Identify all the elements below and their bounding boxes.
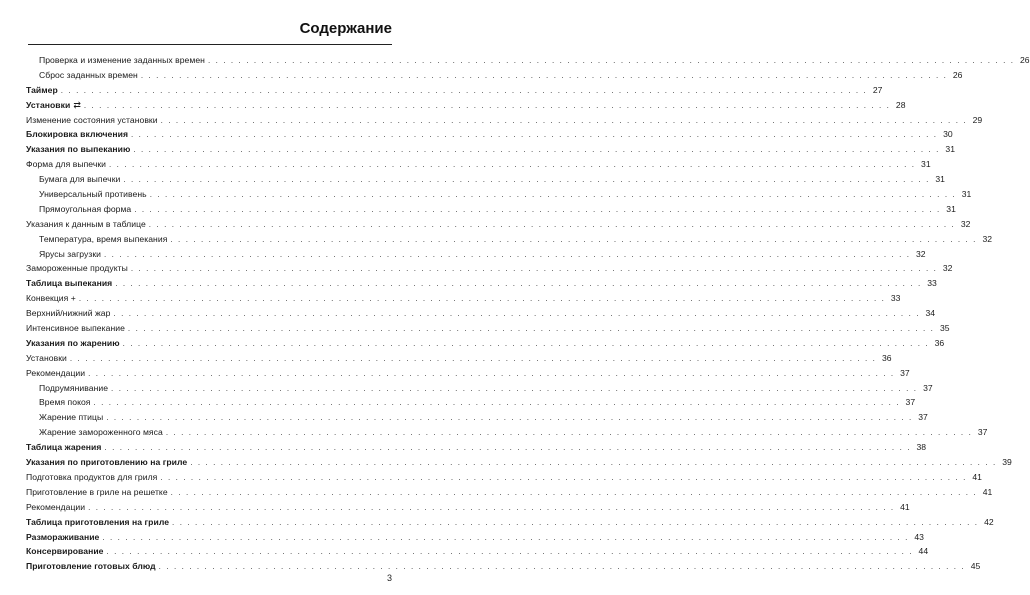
dot-leader: . . . . . . . . . . . . . . . . . . . . . . . . . . . . . . . . . . . . . . . . . . . . . . . . . . . . . . . . . . . . . . . . . . . . . . . . . . . . . . . . . . . . . . . . . . . . . . . . . . . . . . . . . . bbox=[78, 294, 886, 304]
dot-leader: . . . . . . . . . . . . . . . . . . . . . . . . . . . . . . . . . . . . . . . . . . . . . . . . . . . . . . . . . . . . . . . . . . . . . . . . . . . . . . . . . . . . . . . . . . . . . . . . . . . . . . . . . . bbox=[60, 85, 868, 95]
toc-entry-label: Замороженные продукты bbox=[26, 263, 128, 274]
toc-entry[interactable] bbox=[26, 470, 982, 485]
toc-entry-page: 37 bbox=[905, 397, 916, 408]
dot-leader: . . . . . . . . . . . . . . . . . . . . . . . . . . . . . . . . . . . . . . . . . . . . . . . . . . . . . . . . . . . . . . . . . . . . . . . . . . . . . . . . . . . . . . . . . . . . . . . . . . . . . . . . . . bbox=[104, 249, 911, 259]
toc-entry-page: 36 bbox=[881, 352, 892, 363]
toc-entry[interactable] bbox=[26, 440, 927, 455]
toc-entry[interactable] bbox=[26, 217, 971, 232]
toc-entry[interactable] bbox=[26, 261, 953, 276]
toc-entry-page: 32 bbox=[960, 218, 971, 229]
dot-leader: . . . . . . . . . . . . . . . . . . . . . . . . . . . . . . . . . . . . . . . . . . . . . . . . . . . . . . . . . . . . . . . . . . . . . . . . . . . . . . . . . . . . . . . . . . . . . . . . . . . . . . . . . . bbox=[133, 145, 940, 155]
dot-leader: . . . . . . . . . . . . . . . . . . . . . . . . . . . . . . . . . . . . . . . . . . . . . . . . . . . . . . . . . . . . . . . . . . . . . . . . . . . . . . . . . . . . . . . . . . . . . . . . . . . . . . . . . . bbox=[104, 443, 912, 453]
dot-leader: . . . . . . . . . . . . . . . . . . . . . . . . . . . . . . . . . . . . . . . . . . . . . . . . . . . . . . . . . . . . . . . . . . . . . . . . . . . . . . . . . . . . . . . . . . . . . . . . . . . . . . . . . . bbox=[148, 219, 956, 229]
dot-leader: . . . . . . . . . . . . . . . . . . . . . . . . . . . . . . . . . . . . . . . . . . . . . . . . . . . . . . . . . . . . . . . . . . . . . . . . . . . . . . . . . . . . . . . . . . . . . . . . . . . . . . . . . . bbox=[106, 413, 913, 423]
toc-entry-label: Приготовление готовых блюд bbox=[26, 561, 156, 572]
dot-leader: . . . . . . . . . . . . . . . . . . . . . . . . . . . . . . . . . . . . . . . . . . . . . . . . . . . . . . . . . . . . . . . . . . . . . . . . . . . . . . . . . . . . . . . . . . . . . . . . . . . . . . . . . . bbox=[170, 487, 978, 497]
toc-entry-label: Бумага для выпечки bbox=[39, 174, 121, 185]
dot-leader: . . . . . . . . . . . . . . . . . . . . . . . . . . . . . . . . . . . . . . . . . . . . . . . . . . . . . . . . . . . . . . . . . . . . . . . . . . . . . . . . . . . . . . . . . . . . . . . . . . . . . . . . . . bbox=[113, 309, 921, 319]
toc-entry-label: Сброс заданных времен bbox=[39, 69, 138, 80]
toc-entry-page: 30 bbox=[943, 129, 953, 140]
toc-entry-label: Жарение замороженного мяса bbox=[39, 427, 163, 438]
toc-entry-page: 29 bbox=[972, 114, 983, 125]
toc-entry-label: Ярусы загрузки bbox=[39, 248, 101, 259]
dot-leader: . . . . . . . . . . . . . . . . . . . . . . . . . . . . . . . . . . . . . . . . . . . . . . . . . . . . . . . . . . . . . . . . . . . . . . . . . . . . . . . . . . . . . . . . . . . . . . . . . . . . . . . . . . bbox=[122, 338, 930, 348]
toc-entry-label: Консервирование bbox=[26, 546, 104, 557]
toc-entry-label: Подготовка продуктов для гриля bbox=[26, 471, 158, 482]
dot-leader: . . . . . . . . . . . . . . . . . . . . . . . . . . . . . . . . . . . . . . . . . . . . . . . . . . . . . . . . . . . . . . . . . . . . . . . . . . . . . . . . . . . . . . . . . . . . . . . . . . . . . . . . . . bbox=[111, 383, 918, 393]
toc-entry[interactable] bbox=[26, 395, 916, 410]
toc-entry-page: 31 bbox=[935, 174, 945, 185]
dot-leader: . . . . . . . . . . . . . . . . . . . . . . . . . . . . . . . . . . . . . . . . . . . . . . . . . . . . . . . . . . . . . . . . . . . . . . . . . . . . . . . . . . . . . . . . . . . . . . . . . . . . . . . . . . bbox=[160, 115, 968, 125]
toc-entry-page: 32 bbox=[982, 233, 992, 244]
toc-entry-label: Указания к данным в таблице bbox=[26, 218, 146, 229]
dot-leader: . . . . . . . . . . . . . . . . . . . . . . . . . . . . . . . . . . . . . . . . . . . . . . . . . . . . . . . . . . . . . . . . . . . . . . . . . . . . . . . . . . . . . . . . . . . . . . . . . . . . . . . . . . bbox=[109, 160, 916, 170]
toc-entry[interactable] bbox=[26, 515, 994, 530]
toc-entry[interactable] bbox=[26, 98, 906, 113]
toc-entry-page: 31 bbox=[921, 159, 931, 170]
dot-leader: . . . . . . . . . . . . . . . . . . . . . . . . . . . . . . . . . . . . . . . . . . . . . . . . . . . . . . . . . . . . . . . . . . . . . . . . . . . . . . . . . . . . . . . . . . . . . . . . . . . . . . . . . . bbox=[106, 547, 914, 557]
toc-entry[interactable] bbox=[26, 530, 924, 545]
toc-entry-page: 31 bbox=[961, 189, 972, 200]
toc-entry-label: Указания по приготовлению на гриле bbox=[26, 457, 188, 468]
toc-entry[interactable] bbox=[26, 202, 956, 217]
toc-entry-label: Прямоугольная форма bbox=[39, 203, 132, 214]
toc-entry-label: Конвекция + bbox=[26, 293, 76, 304]
toc-entry-label: Таблица жарения bbox=[26, 442, 102, 453]
toc-entry[interactable] bbox=[26, 83, 883, 98]
dot-leader: . . . . . . . . . . . . . . . . . . . . . . . . . . . . . . . . . . . . . . . . . . . . . . . . . . . . . . . . . . . . . . . . . . . . . . . . . . . . . . . . . . . . . . . . . . . . . . . . . . . . . . . . . . bbox=[131, 130, 938, 140]
toc-entry-page: 37 bbox=[900, 367, 910, 378]
toc-entry[interactable] bbox=[26, 247, 926, 262]
toc-entry-page: 41 bbox=[972, 471, 982, 482]
toc-entry-page: 32 bbox=[942, 263, 953, 274]
toc-entry-label: Таймер bbox=[26, 84, 58, 95]
toc-entry[interactable] bbox=[26, 381, 933, 396]
toc-entry[interactable] bbox=[26, 157, 931, 172]
toc-entry-page: 35 bbox=[939, 323, 950, 334]
page-title: Содержание bbox=[299, 20, 392, 37]
dot-leader: . . . . . . . . . . . . . . . . . . . . . . . . . . . . . . . . . . . . . . . . . . . . . . . . . . . . . . . . . . . . . . . . . . . . . . . . . . . . . . . . . . . . . . . . . . . . . . . . . . . . . . . . . . bbox=[102, 532, 909, 542]
dot-leader: . . . . . . . . . . . . . . . . . . . . . . . . . . . . . . . . . . . . . . . . . . . . . . . . . . . . . . . . . . . . . . . . . . . . . . . . . . . . . . . . . . . . . . . . . . . . . . . . . . . . . . . . . . bbox=[123, 175, 930, 185]
toc-entry-page: 37 bbox=[923, 382, 933, 393]
toc-entry[interactable] bbox=[26, 500, 910, 515]
toc-entry-label: Жарение птицы bbox=[39, 412, 104, 423]
toc-entry-label: Изменение состояния установки bbox=[26, 114, 158, 125]
toc-entry-page: 32 bbox=[916, 248, 926, 259]
toc-entry-page: 43 bbox=[914, 531, 924, 542]
toc-entry-label: Установки bbox=[26, 99, 71, 110]
dot-leader: . . . . . . . . . . . . . . . . . . . . . . . . . . . . . . . . . . . . . . . . . . . . . . . . . . . . . . . . . . . . . . . . . . . . . . . . . . . . . . . . . . . . . . . . . . . . . . . . . . . . . . . . . . bbox=[130, 264, 938, 274]
dot-leader: . . . . . . . . . . . . . . . . . . . . . . . . . . . . . . . . . . . . . . . . . . . . . . . . . . . . . . . . . . . . . . . . . . . . . . . . . . . . . . . . . . . . . . . . . . . . . . . . . . . . . . . . . . bbox=[88, 368, 895, 378]
toc-entry[interactable] bbox=[26, 68, 963, 83]
toc-entry-page: 38 bbox=[916, 442, 927, 453]
toc-entry-page: 41 bbox=[982, 486, 993, 497]
toc-entry-page: 37 bbox=[918, 412, 928, 423]
toc-entry-label: Рекомендации bbox=[26, 367, 86, 378]
page-header bbox=[0, 0, 420, 50]
toc-entry-label: Указания по жарению bbox=[26, 337, 120, 348]
dot-leader: . . . . . . . . . . . . . . . . . . . . . . . . . . . . . . . . . . . . . . . . . . . . . . . . . . . . . . . . . . . . . . . . . . . . . . . . . . . . . . . . . . . . . . . . . . . . . . . . . . . . . . . . . . bbox=[149, 190, 957, 200]
toc-entry-label: Установки bbox=[26, 352, 67, 363]
toc-entry-label: Блокировка включения bbox=[26, 129, 129, 140]
toc-entry[interactable] bbox=[26, 53, 1030, 68]
dot-leader: . . . . . . . . . . . . . . . . . . . . . . . . . . . . . . . . . . . . . . . . . . . . . . . . . . . . . . . . . . . . . . . . . . . . . . . . . . . . . . . . . . . . . . . . . . . . . . . . . . . . . . . . . . bbox=[83, 100, 891, 110]
toc-entry[interactable] bbox=[26, 410, 928, 425]
toc-entry-label: Рекомендации bbox=[26, 501, 86, 512]
toc-entry[interactable] bbox=[26, 425, 988, 440]
toc-entry[interactable] bbox=[26, 276, 937, 291]
dot-leader: . . . . . . . . . . . . . . . . . . . . . . . . . . . . . . . . . . . . . . . . . . . . . . . . . . . . . . . . . . . . . . . . . . . . . . . . . . . . . . . . . . . . . . . . . . . . . . . . . . . . . . . . . . bbox=[165, 428, 973, 438]
toc-entry-label: Приготовление в гриле на решетке bbox=[26, 486, 168, 497]
toc-entry-page: 42 bbox=[984, 516, 994, 527]
toc-entry-label: Форма для выпечки bbox=[26, 159, 107, 170]
toc-entry[interactable] bbox=[26, 485, 993, 500]
toc-entry-label: Таблица приготовления на гриле bbox=[26, 516, 170, 527]
toc-entry-label: Размораживание bbox=[26, 531, 100, 542]
dot-leader: . . . . . . . . . . . . . . . . . . . . . . . . . . . . . . . . . . . . . . . . . . . . . . . . . . . . . . . . . . . . . . . . . . . . . . . . . . . . . . . . . . . . . . . . . . . . . . . . . . . . . . . . . . bbox=[93, 398, 901, 408]
toc-entry-label: Подрумянивание bbox=[39, 382, 109, 393]
toc-entry[interactable] bbox=[26, 351, 892, 366]
toc-entry[interactable] bbox=[26, 113, 983, 128]
dot-leader: . . . . . . . . . . . . . . . . . . . . . . . . . . . . . . . . . . . . . . . . . . . . . . . . . . . . . . . . . . . . . . . . . . . . . . . . . . . . . . . . . . . . . . . . . . . . . . . . . . . . . . . . . . bbox=[190, 458, 997, 468]
toc-entry-label: Таблица выпекания bbox=[26, 278, 113, 289]
toc-entry[interactable] bbox=[26, 127, 953, 142]
toc-entry-page: 39 bbox=[1002, 457, 1012, 468]
toc-entry-page: 33 bbox=[890, 293, 901, 304]
dot-leader: . . . . . . . . . . . . . . . . . . . . . . . . . . . . . . . . . . . . . . . . . . . . . . . . . . . . . . . . . . . . . . . . . . . . . . . . . . . . . . . . . . . . . . . . . . . . . . . . . . . . . . . . . . bbox=[160, 472, 967, 482]
toc-entry[interactable] bbox=[26, 559, 981, 574]
toc-entry-page: 44 bbox=[918, 546, 929, 557]
dot-leader: . . . . . . . . . . . . . . . . . . . . . . . . . . . . . . . . . . . . . . . . . . . . . . . . . . . . . . . . . . . . . . . . . . . . . . . . . . . . . . . . . . . . . . . . . . . . . . . . . . . . . . . . . . bbox=[158, 562, 966, 572]
toc-entry-label: Верхний/нижний жар bbox=[26, 308, 111, 319]
settings-arrows-icon: ⇄ bbox=[73, 99, 81, 110]
toc-entry-page: 31 bbox=[946, 203, 956, 214]
toc-entry-page: 36 bbox=[934, 337, 945, 348]
toc-entry[interactable] bbox=[26, 142, 955, 157]
toc-entry[interactable] bbox=[26, 306, 936, 321]
toc-entry-page: 41 bbox=[900, 501, 910, 512]
toc-entry-label: Интенсивное выпекание bbox=[26, 323, 125, 334]
toc-entry[interactable] bbox=[26, 366, 910, 381]
dot-leader: . . . . . . . . . . . . . . . . . . . . . . . . . . . . . . . . . . . . . . . . . . . . . . . . . . . . . . . . . . . . . . . . . . . . . . . . . . . . . . . . . . . . . . . . . . . . . . . . . . . . . . . . . . bbox=[88, 502, 895, 512]
toc-entry[interactable] bbox=[26, 172, 945, 187]
toc-entry-label: Универсальный противень bbox=[39, 189, 147, 200]
toc-entry[interactable] bbox=[26, 232, 992, 247]
toc-entry-page: 26 bbox=[1020, 55, 1030, 65]
dot-leader: . . . . . . . . . . . . . . . . . . . . . . . . . . . . . . . . . . . . . . . . . . . . . . . . . . . . . . . . . . . . . . . . . . . . . . . . . . . . . . . . . . . . . . . . . . . . . . . . . . . . . . . . . . bbox=[127, 324, 935, 334]
toc-entry-page: 31 bbox=[945, 144, 955, 155]
toc-entry[interactable] bbox=[26, 336, 945, 351]
toc-entry[interactable] bbox=[26, 544, 929, 559]
toc-entry-label: Указания по выпеканию bbox=[26, 144, 131, 155]
toc-entry-page: 34 bbox=[925, 308, 936, 319]
dot-leader: . . . . . . . . . . . . . . . . . . . . . . . . . . . . . . . . . . . . . . . . . . . . . . . . . . . . . . . . . . . . . . . . . . . . . . . . . . . . . . . . . . . . . . . . . . . . . . . . . . . . . . . . . . bbox=[207, 56, 1015, 65]
toc-entry-label: Проверка и изменение заданных времен bbox=[39, 55, 205, 65]
toc-entry-label: Время покоя bbox=[39, 397, 91, 408]
toc-entry-page: 33 bbox=[927, 278, 937, 289]
toc-entry[interactable] bbox=[26, 321, 950, 336]
dot-leader: . . . . . . . . . . . . . . . . . . . . . . . . . . . . . . . . . . . . . . . . . . . . . . . . . . . . . . . . . . . . . . . . . . . . . . . . . . . . . . . . . . . . . . . . . . . . . . . . . . . . . . . . . . bbox=[134, 204, 941, 214]
dot-leader: . . . . . . . . . . . . . . . . . . . . . . . . . . . . . . . . . . . . . . . . . . . . . . . . . . . . . . . . . . . . . . . . . . . . . . . . . . . . . . . . . . . . . . . . . . . . . . . . . . . . . . . . . . bbox=[115, 279, 922, 289]
page-number: 3 bbox=[386, 573, 392, 583]
dot-leader: . . . . . . . . . . . . . . . . . . . . . . . . . . . . . . . . . . . . . . . . . . . . . . . . . . . . . . . . . . . . . . . . . . . . . . . . . . . . . . . . . . . . . . . . . . . . . . . . . . . . . . . . . . bbox=[69, 353, 877, 363]
toc-entry-page: 26 bbox=[952, 69, 963, 80]
dot-leader: . . . . . . . . . . . . . . . . . . . . . . . . . . . . . . . . . . . . . . . . . . . . . . . . . . . . . . . . . . . . . . . . . . . . . . . . . . . . . . . . . . . . . . . . . . . . . . . . . . . . . . . . . . bbox=[170, 234, 977, 244]
toc-entry[interactable] bbox=[26, 291, 901, 306]
table-of-contents bbox=[26, 53, 1030, 574]
dot-leader: . . . . . . . . . . . . . . . . . . . . . . . . . . . . . . . . . . . . . . . . . . . . . . . . . . . . . . . . . . . . . . . . . . . . . . . . . . . . . . . . . . . . . . . . . . . . . . . . . . . . . . . . . . bbox=[140, 70, 948, 80]
toc-entry[interactable] bbox=[26, 187, 972, 202]
toc-entry-page: 27 bbox=[872, 84, 883, 95]
toc-entry-page: 37 bbox=[977, 427, 988, 438]
toc-entry-page: 28 bbox=[895, 99, 906, 110]
toc-entry-label: Температура, время выпекания bbox=[39, 233, 168, 244]
header-divider bbox=[28, 44, 392, 45]
toc-entry[interactable] bbox=[26, 455, 1012, 470]
dot-leader: . . . . . . . . . . . . . . . . . . . . . . . . . . . . . . . . . . . . . . . . . . . . . . . . . . . . . . . . . . . . . . . . . . . . . . . . . . . . . . . . . . . . . . . . . . . . . . . . . . . . . . . . . . bbox=[172, 517, 979, 527]
toc-entry-page: 45 bbox=[970, 561, 981, 572]
